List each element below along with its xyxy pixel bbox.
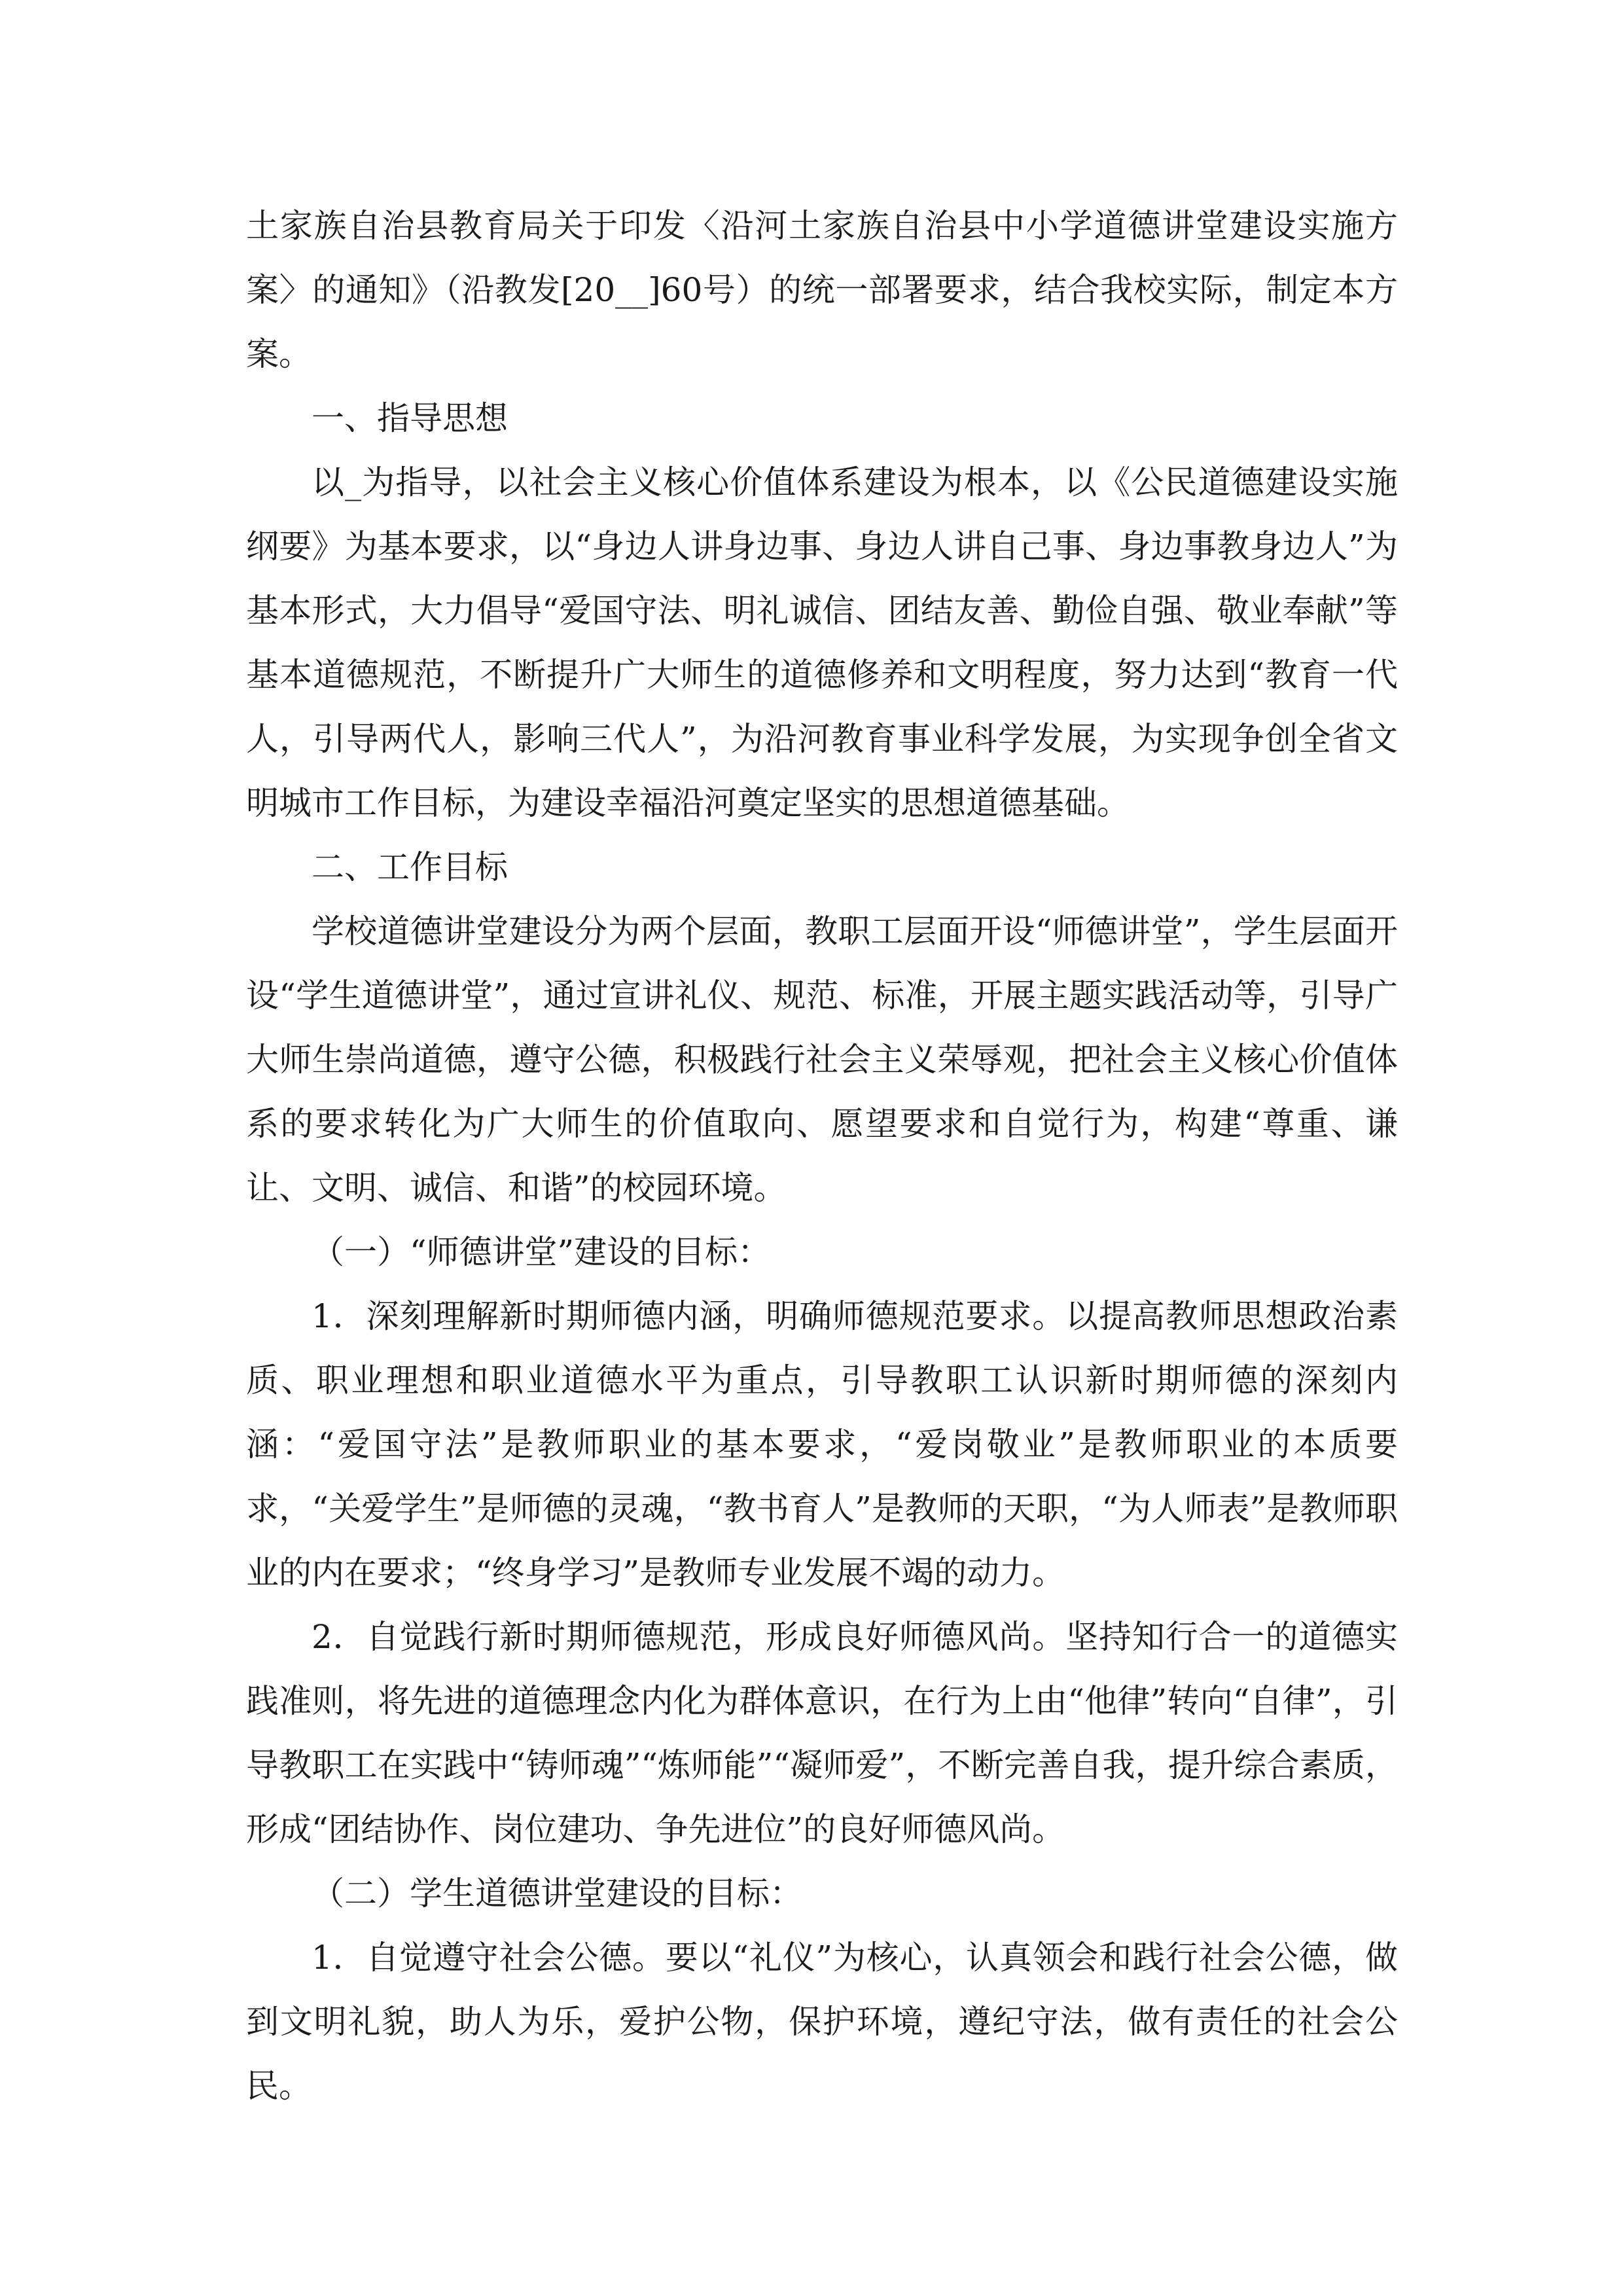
paragraph-teacher-ethics-2: 2．自觉践行新时期师德规范，形成良好师德风尚。坚持知行合一的道德实践准则，将先进的道德理念内化为群体意识，在行为上由“他律”转向“自律”，引导教职工在实践中“铸师魂”“炼师能”“凝师爱”，不断完善自我，提升综合素质，形成“团结协作、岗位建功、争先进位”的良好师德风尚。 [246, 1618, 1398, 1848]
paragraph-guiding-ideology: 以_为指导，以社会主义核心价值体系建设为根本，以《公民道德建设实施纲要》为基本要求，以“身边人讲身边事、身边人讲自己事、身边事教身边人”为基本形式，大力倡导“爱国守法、明礼诚信、团结友善、勤俭自强、敬业奉献”等基本道德规范，不断提升广大师生的道德修养和文明程度，努力达到“教育一代人，引导两代人，影响三代人”，为沿河教育事业科学发展，为实现争创全省文明城市工作目标，为建设幸福沿河奠定坚实的思想道德基础。 [246, 463, 1398, 822]
section-heading-guiding-ideology: 一、指导思想 [312, 399, 508, 437]
subsection-heading-student-ethics: （二）学生道德讲堂建设的目标： [312, 1874, 802, 1912]
paragraph-teacher-ethics-1: 1．深刻理解新时期师德内涵，明确师德规范要求。以提高教师思想政治素质、职业理想和职业道德水平为重点，引导教职工认识新时期师德的深刻内涵：“爱国守法”是教师职业的基本要求，“爱岗敬业”是教师职业的本质要求，“关爱学生”是师德的灵魂，“教书育人”是教师的天职，“为人师表”是教师职业的内在要求；“终身学习”是教师专业发展不竭的动力。 [246, 1297, 1398, 1592]
paragraph-intro-continuation: 土家族自治县教育局关于印发〈沿河土家族自治县中小学道德讲堂建设实施方案〉的通知》（沿教发[20__]60号）的统一部署要求，结合我校实际，制定本方案。 [246, 207, 1398, 373]
section-heading-work-goals: 二、工作目标 [312, 848, 508, 886]
paragraph-work-goals: 学校道德讲堂建设分为两个层面，教职工层面开设“师德讲堂”，学生层面开设“学生道德讲堂”，通过宣讲礼仪、规范、标准，开展主题实践活动等，引导广大师生崇尚道德，遵守公德，积极践行社会主义荣辱观，把社会主义核心价值体系的要求转化为广大师生的价值取向、愿望要求和自觉行为，构建“尊重、谦让、文明、诚信、和谐”的校园环境。 [246, 912, 1398, 1207]
paragraph-student-ethics-1: 1．自觉遵守社会公德。要以“礼仪”为核心，认真领会和践行社会公德，做到文明礼貌，助人为乐，爱护公物，保护环境，遵纪守法，做有责任的社会公民。 [246, 1939, 1398, 2105]
subsection-heading-teacher-ethics: （一）“师德讲堂”建设的目标： [312, 1233, 771, 1271]
document-body [246, 194, 1398, 2118]
